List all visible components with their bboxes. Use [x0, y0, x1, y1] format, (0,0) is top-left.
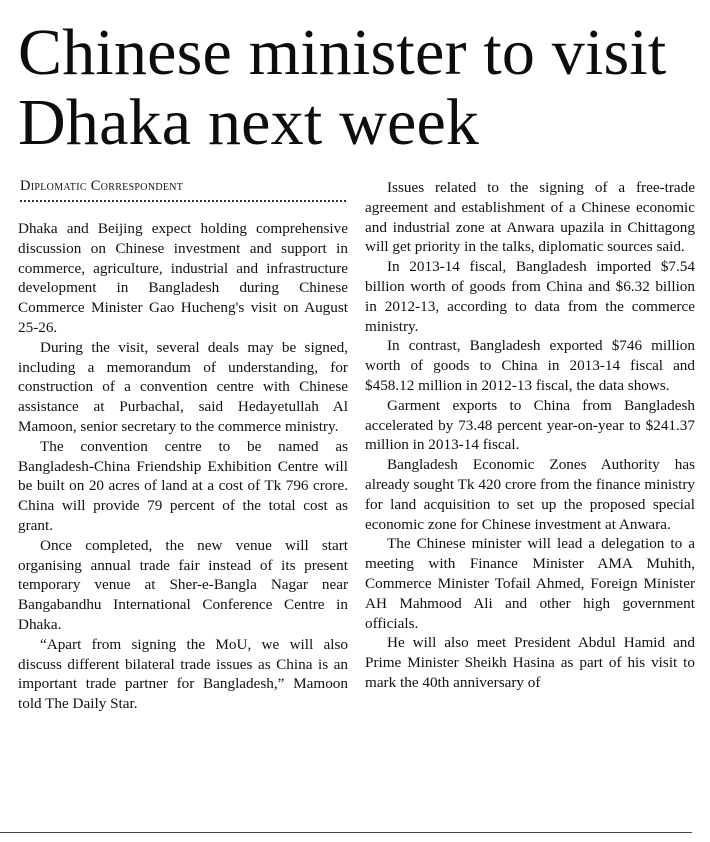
left-column — [18, 219, 348, 714]
paragraph: In 2013-14 fiscal, Bangladesh imported $7.54 billion worth of goods from China and $6.32 billion in 2012-13, according to data from the commerce ministry. — [365, 258, 695, 335]
paragraph: Garment exports to China from Bangladesh accelerated by 73.48 percent year-on-year to $241.37 million in 2013-14 fiscal. — [365, 396, 695, 454]
byline: Diplomatic Correspondent — [20, 178, 184, 194]
byline-divider — [20, 200, 346, 202]
paragraph: In contrast, Bangladesh exported $746 million worth of goods to China in 2013-14 fiscal and $458.12 million in 2012-13 fiscal, the data shows. — [365, 337, 695, 394]
paragraph: The Chinese minister will lead a delegation to a meeting with Finance Minister AMA Muhith, Commerce Minister Tofail Ahmed, Foreign Minister AH Mahmood Ali and other high government officials. — [365, 535, 695, 632]
paragraph: Issues related to the signing of a free-trade agreement and establishment of a Chinese economic and industrial zone at Anwara upazila in Chittagong will get priority in the talks, diplomatic sources said. — [365, 179, 695, 256]
headline: Chinese minister to visit Dhaka next week — [18, 16, 667, 159]
paragraph: Dhaka and Beijing expect holding comprehensive discussion on Chinese investment and support in commerce, agriculture, industrial and infrastructure development in Bangladesh during Chinese Commerce Minister Gao Hucheng's visit on August 25-26. — [18, 220, 348, 336]
paragraph: During the visit, several deals may be signed, including a memorandum of understanding, for construction of a convention centre with Chinese assistance at Purbachal, said Hedayetullah Al Mamoon, senior secretary to the commerce ministry. — [18, 338, 348, 435]
paragraph: He will also meet President Abdul Hamid and Prime Minister Sheikh Hasina as part of his visit to mark the 40th anniversary of — [365, 634, 695, 691]
paragraph: “Apart from signing the MoU, we will also discuss different bilateral trade issues as China is an important trade partner for Bangladesh,” Mamoon told The Daily Star. — [18, 635, 348, 713]
paragraph: Bangladesh Economic Zones Authority has already sought Tk 420 crore from the finance ministry for land acquisition to set up the proposed special economic zone for Chinese investment at Anwara. — [365, 456, 695, 533]
paragraph: Once completed, the new venue will start organising annual trade fair instead of its present temporary venue at Sher-e-Bangla Nagar near Bangabandhu International Conference Centre in Dhaka. — [18, 536, 348, 633]
paragraph: The convention centre to be named as Bangladesh-China Friendship Exhibition Centre will be built on 20 acres of land at a cost of Tk 796 crore. China will provide 79 percent of the total cost as grant. — [18, 437, 348, 534]
bottom-rule — [0, 832, 692, 833]
right-column — [365, 178, 695, 693]
